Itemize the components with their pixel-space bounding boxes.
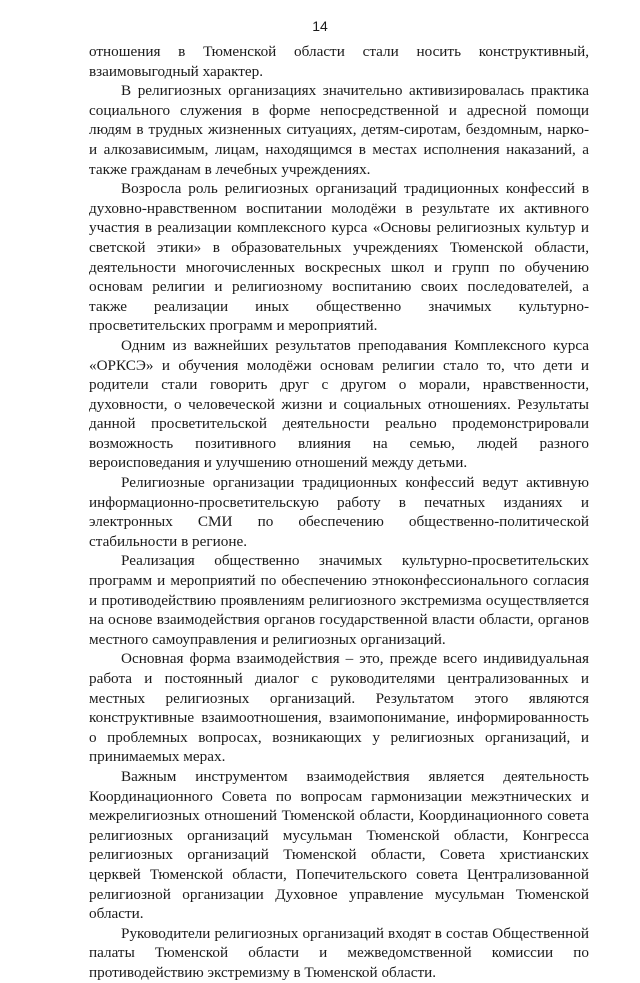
paragraph-interaction-form: Основная форма взаимодействия – это, прежде всего индивидуальная работа и постоянный диалог с руководителями централизованных и местных религиозных организаций. Результатом этого являются конструктивные взаимоотношения, взаимопонимание, информированность о проблемных вопросах, возникающих у религиозных организаций, и принимаемых мерах. (89, 650, 589, 766)
paragraph-youth-education: Возросла роль религиозных организаций традиционных конфессий в духовно-нравственном воспитании молодёжи в результате их активного участия в реализации комплексного курса «Основы религиозных культур и светской этики» в образовательных учреждениях Тюменской области, деятельности многочисленных воскресных школ и групп по обучению основам религии и религиозному воспитанию своих последователей, а также реализации иных общественно значимых культурно-просветительских программ и мероприятий. (89, 180, 589, 335)
paragraph-social-service: В религиозных организациях значительно активизировалась практика социального служения в форме непосредственной и адресной помощи людям в трудных жизненных ситуациях, детям-сиротам, бездомным, нарко- и алкозависимым, лицам, находящимся в местах исполнения наказаний, а также гражданам в лечебных учреждениях. (89, 82, 589, 178)
paragraph-1-continuation: отношения в Тюменской области стали носить конструктивный, взаимовыгодный характер. (89, 43, 589, 80)
paragraph-coordination-councils: Важным инструментом взаимодействия является деятельность Координационного Совета по вопросам гармонизации межэтнических и межрелигиозных отношений Тюменской области, Координационного совета религиозных организаций мусульман Тюменской области, Конгресса религиозных организаций Тюменской области, Совета христианских церквей Тюменской области, Попечительского совета Централизованной религиозной организации Духовное управление мусульман Тюменской области. (89, 767, 589, 923)
document-body (89, 42, 589, 983)
paragraph-orkse-results: Одним из важнейших результатов преподавания Комплексного курса «ОРКСЭ» и обучения молодёжи основам религии стало то, что дети и родители стали говорить друг с другом о морали, нравственности, духовности, о человеческой жизни и социальных отношениях. Результаты данной просветительской деятельности реально продемонстрировали возможность позитивного влияния на семью, людей разного вероисповедания и улучшению отношений между детьми. (89, 336, 589, 472)
page-number: 14 (312, 18, 328, 34)
paragraph-media-work: Религиозные организации традиционных конфессий ведут активную информационно-просветительскую работу в печатных изданиях и электронных СМИ по обеспечению общественно-политической стабильности в регионе. (89, 474, 589, 550)
paragraph-public-chamber: Руководители религиозных организаций входят в состав Общественной палаты Тюменской области и межведомственной комиссии по противодействию экстремизму в Тюменской области. (89, 924, 589, 981)
paragraph-programs-implementation: Реализация общественно значимых культурно-просветительских программ и мероприятий по обеспечению этноконфессионального согласия и противодействию проявлениям религиозного экстремизма осуществляется на основе взаимодействия органов государственной власти области, органов местного самоуправления и религиозных организаций. (89, 552, 589, 648)
